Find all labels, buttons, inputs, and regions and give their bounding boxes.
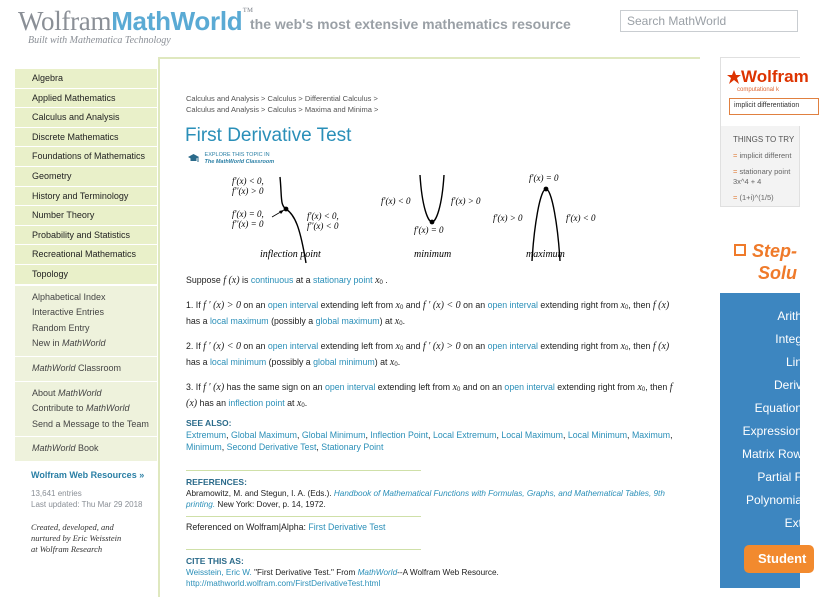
ad-topic-item: Lin (785, 355, 802, 369)
article-main (158, 57, 700, 597)
see-also-link[interactable]: Second Derivative Test (226, 442, 317, 452)
search-input[interactable]: Search MathWorld (620, 10, 798, 32)
ad-topic-item: Equation (754, 401, 802, 415)
referenced-on-wolfram-alpha: Referenced on Wolfram|Alpha: First Derivative Test (186, 522, 386, 532)
cite-heading: CITE THIS AS: (186, 556, 244, 566)
step-by-step-title-2: Solu (758, 263, 797, 283)
breadcrumb-link[interactable]: Calculus and Analysis (186, 105, 259, 114)
entries-count: 13,641 entries (31, 489, 82, 498)
web-resources-panel (15, 470, 157, 555)
see-also-link[interactable]: Minimum (186, 442, 222, 452)
mathworld-logo[interactable]: WolframMathWorld™ (18, 6, 253, 36)
see-also-link[interactable]: Global Minimum (301, 430, 366, 440)
nav-topic-algebra[interactable]: Algebra (15, 69, 157, 89)
maximum-point-marker (544, 187, 549, 192)
minimum-curve (420, 175, 444, 222)
see-also-link[interactable]: Local Extremum (432, 430, 497, 440)
link-inflection-point[interactable]: inflection point (228, 398, 285, 408)
graduation-cap-icon (188, 153, 199, 164)
nav-send-message[interactable]: Send a Message to the Team (32, 418, 149, 429)
cite-author-link[interactable]: Weisstein, Eric W. (186, 568, 252, 577)
infl-right-label-2: f′′(x) < 0 (307, 221, 339, 231)
see-also-section: SEE ALSO: Extremum, Global Maximum, Global Minimum, Inflection Point, Local Extremum, Local Maximum, Local Minimum, Maximum, Minimum, Second Derivative Test, Stationary Point (186, 417, 676, 453)
step-by-step-ad[interactable] (720, 225, 807, 588)
logo-wolfram-text: Wolfram (18, 6, 112, 36)
link-global-maximum[interactable]: global maximum (315, 316, 380, 326)
ad-topic-item: Ext (784, 516, 802, 530)
nav-about-mathworld[interactable]: About MathWorld (32, 387, 102, 398)
step-by-step-title-1: Step- (752, 241, 797, 261)
link-open-interval[interactable]: open interval (504, 382, 555, 392)
nav-section-index (15, 285, 157, 356)
see-also-link[interactable]: Global Maximum (230, 430, 297, 440)
breadcrumb-link[interactable]: Maxima and Minima (304, 105, 372, 114)
link-open-interval[interactable]: open interval (487, 341, 538, 351)
item-2: 2. If f ′ (x) < 0 on an open interval extending left from x0 and f ′ (x) > 0 on an open interval extending right from x0, then f (x) has a local minimum (possibly a global minimum) at x0. (186, 341, 670, 368)
link-stationary-point[interactable]: stationary point (312, 275, 373, 285)
breadcrumb: Calculus and Analysis > Calculus > Differential Calculus > Calculus and Analysis > Calculus > Maxima and Minima > (186, 94, 379, 114)
maximum-caption: maximum (526, 249, 565, 260)
link-open-interval[interactable]: open interval (267, 341, 319, 351)
nav-mathworld-book[interactable]: MathWorld Book (32, 443, 99, 454)
min-left-label: f′(x) < 0 (381, 196, 411, 206)
ad-topic-item: Integ (775, 332, 802, 346)
minimum-caption: minimum (414, 249, 452, 260)
wolfram-alpha-link[interactable]: First Derivative Test (308, 522, 386, 532)
nav-topic-probability[interactable]: Probability and Statistics (15, 226, 157, 246)
ad-topic-item: Expression (742, 424, 802, 438)
topic-list (15, 69, 157, 285)
inflection-point-caption: inflection point (260, 249, 321, 260)
nav-section-about (15, 381, 157, 437)
cite-section: CITE THIS AS: Weisstein, Eric W. "First Derivative Test." From MathWorld--A Wolfram Web Resource. http://mathworld.wolfram.com/FirstDerivativeTest.html (186, 549, 676, 589)
intro-paragraph: Suppose f (x) is continuous at a stationary point x0 . (186, 275, 388, 286)
link-open-interval[interactable]: open interval (267, 300, 319, 310)
wolfram-alpha-subtitle: computational k (737, 87, 780, 93)
left-navigation (15, 69, 157, 461)
see-also-link[interactable]: Stationary Point (321, 442, 384, 452)
nav-contribute[interactable]: Contribute to MathWorld (32, 403, 130, 414)
min-bottom-label: f′(x) = 0 (414, 225, 444, 235)
nav-new-in-mathworld[interactable]: New in MathWorld (32, 338, 106, 349)
link-global-minimum[interactable]: global minimum (313, 357, 375, 367)
link-continuous[interactable]: continuous (250, 275, 294, 285)
try-example-link[interactable]: = implicit different (733, 151, 792, 160)
things-to-try-heading: THINGS TO TRY (733, 135, 795, 144)
infl-top-label-2: f′′(x) > 0 (232, 186, 264, 196)
breadcrumb-link[interactable]: Calculus and Analysis (186, 94, 259, 103)
see-also-link[interactable]: Local Maximum (501, 430, 563, 440)
cite-url-link[interactable]: http://mathworld.wolfram.com/FirstDerivativeTest.html (186, 579, 381, 588)
references-heading: REFERENCES: (186, 477, 247, 487)
credit-text: Created, developed, and nurtured by Eric Weisstein at Wolfram Research (31, 522, 122, 554)
nav-random-entry[interactable]: Random Entry (32, 322, 90, 333)
logo-mathworld-text: MathWorld (111, 6, 243, 36)
infl-top-label-1: f′(x) < 0, (232, 176, 264, 186)
ad-topic-item: Deriv (773, 378, 802, 392)
minimum-point-marker (430, 220, 435, 225)
wolfram-alpha-widget (720, 57, 809, 207)
link-open-interval[interactable]: open interval (487, 300, 538, 310)
nav-topic-calculus-and-analysis[interactable]: Calculus and Analysis (15, 108, 157, 128)
explore-classroom-link[interactable]: EXPLORE THIS TOPIC IN The MathWorld Classroom (188, 152, 274, 165)
built-with-text: Built with Mathematica Technology (28, 35, 171, 46)
link-local-minimum[interactable]: local minimum (209, 357, 267, 367)
link-local-maximum[interactable]: local maximum (209, 316, 269, 326)
see-also-heading: SEE ALSO: (186, 418, 232, 428)
wolfram-alpha-logo[interactable]: Wolfram (727, 67, 809, 87)
try-example-link[interactable]: = (1+i)^(1/5) (733, 193, 774, 202)
nav-section-book (15, 436, 157, 461)
nav-topic-discrete-mathematics[interactable]: Discrete Mathematics (15, 128, 157, 148)
nav-topic-foundations[interactable]: Foundations of Mathematics (15, 147, 157, 167)
nav-mathworld-classroom[interactable]: MathWorld Classroom (32, 362, 122, 373)
item-3: 3. If f ′ (x) has the same sign on an open interval extending left from x0 and on an open interval extending right from x0, then f (x) has an inflection point at x0. (186, 382, 673, 409)
divider (186, 549, 421, 550)
try-example-link[interactable]: = stationary point 3x^4 + 4 (733, 167, 791, 186)
infl-mid-label-2: f′′(x) = 0 (232, 219, 264, 229)
reference-book-link[interactable]: Handbook of Mathematical Functions with Formulas, Graphs, and Mathematical Tables, 9th printing. (186, 489, 665, 509)
wolfram-web-resources-link[interactable]: Wolfram Web Resources » (31, 470, 145, 480)
see-also-link[interactable]: Maximum (631, 430, 671, 440)
nav-interactive-entries[interactable]: Interactive Entries (32, 307, 105, 318)
nav-alphabetical-index[interactable]: Alphabetical Index (32, 291, 106, 302)
infl-mid-label-1: f′(x) = 0, (232, 209, 264, 219)
ad-topic-item: Polynomia (745, 493, 802, 507)
derivative-test-figure (200, 167, 660, 267)
breadcrumb-link[interactable]: Calculus (267, 105, 297, 114)
max-top-label: f′(x) = 0 (529, 173, 559, 183)
wolfram-alpha-input[interactable]: implicit differentiation (729, 98, 819, 115)
max-right-label: f′(x) < 0 (566, 213, 596, 223)
see-also-link[interactable]: Extremum (186, 430, 227, 440)
article-body (186, 274, 676, 422)
nav-topic-number-theory[interactable]: Number Theory (15, 206, 157, 226)
calendar-icon (734, 244, 746, 256)
min-right-label: f′(x) > 0 (451, 196, 481, 206)
wolfram-spikey-icon (727, 70, 741, 84)
cite-mathworld-link[interactable]: MathWorld (357, 568, 398, 577)
references-section: REFERENCES: Abramowitz, M. and Stegun, I. A. (Eds.). Handbook of Mathematical Functions with Formulas, Graphs, and Mathematical Tables, 9th printing. New York: Dover, p. 14, 1972. (186, 470, 676, 523)
item-1: 1. If f ′ (x) > 0 on an open interval extending left from x0 and f ′ (x) < 0 on an open interval extending right from x0, then f (x) has a local maximum (possibly a global maximum) at x0. (186, 300, 670, 327)
nav-topic-recreational[interactable]: Recreational Mathematics (15, 245, 157, 265)
ad-topic-item: Matrix Row (741, 447, 802, 461)
last-updated: Last updated: Thu Mar 29 2018 (31, 500, 143, 509)
infl-right-label-1: f′(x) < 0, (307, 211, 339, 221)
divider (186, 516, 421, 517)
page-title: First Derivative Test (185, 125, 352, 146)
nav-topic-applied-mathematics[interactable]: Applied Mathematics (15, 89, 157, 109)
student-button[interactable]: Student (744, 545, 814, 573)
see-also-link[interactable]: Local Minimum (567, 430, 628, 440)
link-open-interval[interactable]: open interval (324, 382, 376, 392)
nav-topic-history[interactable]: History and Terminology (15, 187, 157, 207)
nav-section-classroom (15, 356, 157, 381)
inflection-point-marker (284, 207, 289, 212)
divider (186, 470, 421, 471)
ad-topic-item: Arith (777, 309, 802, 323)
site-header (0, 0, 800, 50)
breadcrumb-link[interactable]: Differential Calculus (304, 94, 372, 103)
ad-topic-item: Partial F (757, 470, 802, 484)
see-also-link[interactable]: Inflection Point (370, 430, 429, 440)
site-tagline: the web's most extensive mathematics resource (250, 16, 571, 32)
max-left-label: f′(x) > 0 (493, 213, 523, 223)
breadcrumb-link[interactable]: Calculus (267, 94, 297, 103)
nav-topic-geometry[interactable]: Geometry (15, 167, 157, 187)
nav-topic-topology[interactable]: Topology (15, 265, 157, 285)
